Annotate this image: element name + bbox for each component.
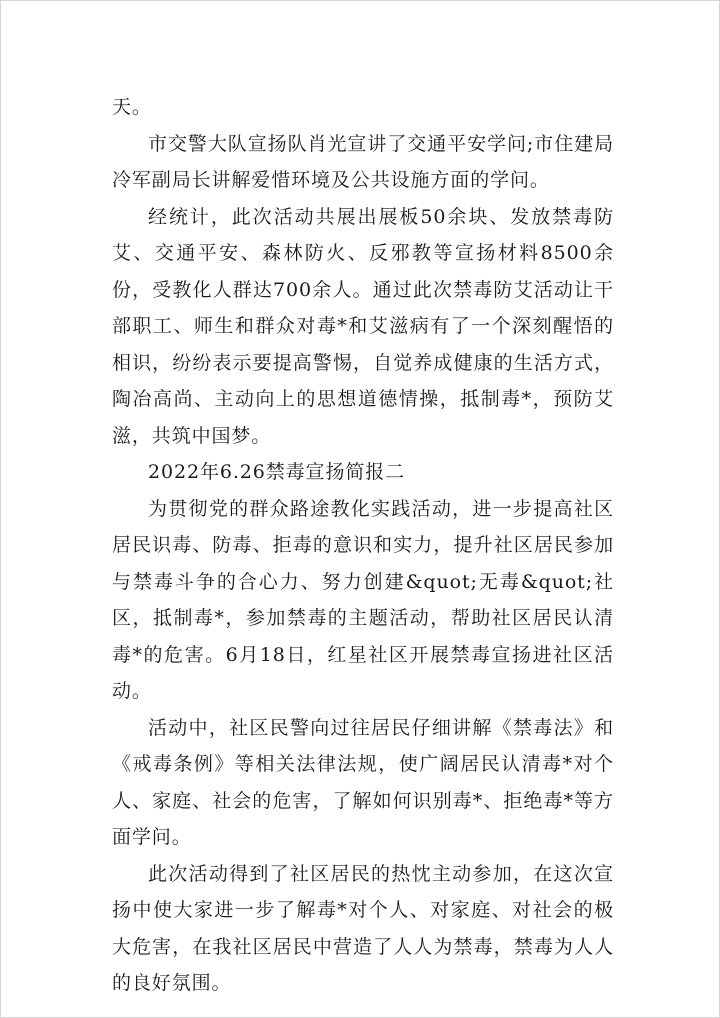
paragraph-community-intro: 为贯彻党的群众路途教化实践活动，进一步提高社区居民识毒、防毒、拒毒的意识和实力，提升社区居民参加与禁毒斗争的合心力、努力创建&quot;无毒&quot;社区，抵制毒*，参加禁毒的主题活动，帮助社区居民认清毒*的危害。6月18日，红星社区开展禁毒宣扬进社区活动。	[112, 497, 614, 702]
paragraph-outcome: 此次活动得到了社区居民的热忱主动参加，在这次宣扬中使大家进一步了解毒*对个人、对家庭、对社会的极大危害，在我社区居民中营造了人人为禁毒，禁毒为人人的良好氛围。	[112, 862, 614, 994]
section-heading: 2022年6.26禁毒宣扬简报二	[148, 461, 406, 483]
paragraph-traffic-police: 市交警大队宣扬队肖光宣讲了交通平安学问;市住建局冷军副局长讲解爱惜环境及公共设施方面的学问。	[112, 132, 614, 191]
paragraph-activity-details: 活动中，社区民警向过往居民仔细讲解《禁毒法》和《戒毒条例》等相关法律法规，使广阔居民认清毒*对个人、家庭、社会的危害，了解如何识别毒*、拒绝毒*等方面学问。	[112, 716, 614, 848]
paragraph-continuation: 天。	[112, 96, 152, 118]
document-body	[112, 89, 614, 1002]
paragraph-statistics: 经统计，此次活动共展出展板50余块、发放禁毒防艾、交通平安、森林防火、反邪教等宣扬材料8500余份，受教化人群达700余人。通过此次禁毒防艾活动让干部职工、师生和群众对毒*和艾滋病有了一个深刻醒悟的相识，纷纷表示要提高警惕，自觉养成健康的生活方式，陶冶高尚、主动向上的思想道德情操，抵制毒*，预防艾滋，共筑中国梦。	[112, 205, 614, 447]
